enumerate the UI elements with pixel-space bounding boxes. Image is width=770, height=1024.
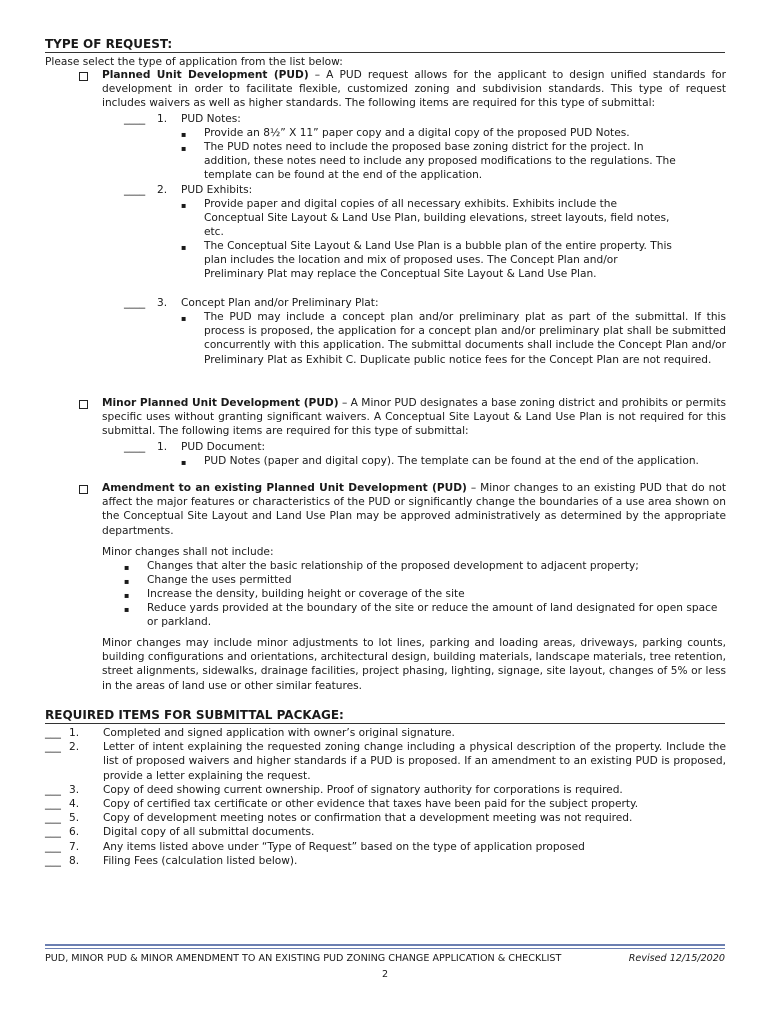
pud-item-2-num: 2.: [157, 184, 168, 196]
pud-item-1-bullet-1: Provide an 8½” X 11” paper copy and a digital copy of the proposed PUD Notes.: [204, 127, 630, 139]
pud-item-2-bullet-2: The Conceptual Site Layout & Land Use Plan is a bubble plan of the entire property. This plan includes the location and mix of proposed uses. The Concept Plan and/or Preliminary Plat may replace the Conceptual Site Layout & Land Use Plan.: [204, 240, 672, 281]
square-bullet-icon: ▪: [181, 201, 187, 210]
submittal-item: [45, 797, 726, 811]
minor-pud-desc: – A Minor PUD designates a base zoning district and prohibits or permits specific uses without granting significant waivers. A Conceptual Site Layout & Land Use Plan is not required for this submittal. The following items are required for this type of submittal:: [102, 397, 726, 438]
square-bullet-icon: ▪: [181, 243, 187, 252]
submittal-blank[interactable]: ___: [45, 812, 61, 825]
submittal-blank[interactable]: ___: [45, 741, 61, 754]
pud-item-2-blank[interactable]: ____: [124, 184, 146, 196]
section-title-type-of-request: TYPE OF REQUEST:: [45, 37, 173, 51]
pud-item-2-label: PUD Exhibits:: [181, 184, 253, 196]
minor-item-bullet: PUD Notes (paper and digital copy). The template can be found at the end of the application.: [204, 455, 699, 467]
footer-rule: [45, 944, 725, 946]
minor-pud-option: [102, 396, 726, 439]
pud-option: [102, 68, 726, 111]
submittal-text: Copy of deed showing current ownership. Proof of signatory authority for corporations is required.: [103, 783, 623, 796]
submittal-text: Any items listed above under “Type of Request” based on the type of application proposed: [103, 840, 585, 853]
checkbox-icon[interactable]: [79, 400, 88, 409]
checkbox-icon[interactable]: [79, 485, 88, 494]
submittal-item: [45, 840, 726, 854]
amendment-title: Amendment to an existing Planned Unit Development (PUD): [102, 482, 467, 494]
not-include-item-3: Increase the density, building height or coverage of the site: [147, 588, 465, 600]
pud-item-3-num: 3.: [157, 297, 168, 309]
submittal-item: [45, 854, 726, 868]
submittal-blank[interactable]: ___: [45, 840, 61, 853]
pud-item-1-num: 1.: [157, 113, 168, 125]
submittal-text: Digital copy of all submittal documents.: [103, 826, 315, 839]
square-bullet-icon: ▪: [124, 605, 130, 614]
submittal-blank[interactable]: ___: [45, 727, 61, 739]
not-include-item-4: Reduce yards provided at the boundary of the site or reduce the amount of land designated for open space or parkland.: [147, 602, 718, 629]
pud-item-3-label: Concept Plan and/or Preliminary Plat:: [181, 297, 379, 309]
submittal-text: Copy of certified tax certificate or other evidence that taxes have been paid for the subject property.: [103, 798, 639, 811]
square-bullet-icon: ▪: [124, 577, 130, 586]
square-bullet-icon: ▪: [124, 563, 130, 572]
submittal-num: 5.: [69, 812, 80, 825]
pud-desc: – A PUD request allows for the applicant to design unified standards for development in order to facilitate flexible, customized zoning and subdivision standards. This type of request includes waivers as well as higher standards. The following items are required for this type of submittal:: [102, 69, 727, 110]
submittal-item: [45, 825, 726, 839]
square-bullet-icon: ▪: [181, 130, 187, 139]
pud-item-2-bullet-1: Provide paper and digital copies of all necessary exhibits. Exhibits include the Conceptual Site Layout & Land Use Plan, building elevations, street layouts, field notes, etc.: [204, 198, 670, 239]
page-number: 2: [381, 969, 389, 980]
submittal-text: Filing Fees (calculation listed below).: [103, 854, 298, 867]
submittal-text: Letter of intent explaining the requested zoning change including a physical description of the property. Include the list of proposed waivers and higher standards if a PUD is proposed. If an amendment to an existing PUD is proposed, provide a letter explaining the request.: [103, 741, 726, 782]
submittal-item: [45, 783, 726, 797]
pud-item-3-bullet-1: The PUD may include a concept plan and/or preliminary plat as part of the submittal. If this process is proposed, the application for a concept plan and/or preliminary plat shall be submitted concurrently with this application. The submittal documents shall include the Concept Plan and/or Preliminary Plat as Exhibit C. Duplicate public notice fees for the Concept Plan are not required.: [204, 311, 726, 366]
submittal-item: [45, 726, 726, 740]
footer: [45, 952, 725, 965]
not-include-item-2: Change the uses permitted: [147, 574, 292, 586]
submittal-text: Completed and signed application with owner’s original signature.: [103, 727, 455, 739]
submittal-num: 2.: [69, 741, 80, 754]
submittal-num: 1.: [69, 727, 80, 739]
minor-item-num: 1.: [157, 441, 168, 453]
submittal-item: [45, 740, 726, 783]
minor-item-blank[interactable]: ____: [124, 441, 146, 453]
amendment-option: [102, 481, 726, 538]
submittal-text: Copy of development meeting notes or confirmation that a development meeting was not required.: [103, 812, 633, 825]
amendment-desc: – Minor changes to an existing PUD that do not affect the major features or characteristics of the PUD or significantly change the boundaries of a use area shown on the Conceptual Site Layout and Land Use Plan may be approved administratively as determined by the appropriate departments.: [102, 482, 726, 537]
pud-item-1-label: PUD Notes:: [181, 113, 241, 125]
footer-rule: [45, 948, 725, 949]
pud-item-3-blank[interactable]: ____: [124, 297, 146, 309]
minor-item-label: PUD Document:: [181, 441, 266, 453]
section-title-submittal: REQUIRED ITEMS FOR SUBMITTAL PACKAGE:: [45, 708, 344, 722]
submittal-num: 8.: [69, 854, 80, 867]
submittal-num: 7.: [69, 840, 80, 853]
intro-text: Please select the type of application from the list below:: [45, 56, 343, 68]
square-bullet-icon: ▪: [181, 458, 187, 467]
footer-revised-date: Revised 12/15/2020: [628, 953, 725, 964]
submittal-num: 6.: [69, 826, 80, 839]
may-include-text: Minor changes may include minor adjustments to lot lines, parking and loading areas, driveways, parking counts, building configurations and orientations, architectural design, building materials, landscape materials, tree retention, street alignments, sidewalks, drainage facilities, project phasing, lighting, signage, site layout, changes of 5% or less in the areas of land use or other similar features.: [102, 637, 726, 692]
submittal-blank[interactable]: ___: [45, 783, 61, 796]
footer-title: PUD, MINOR PUD & MINOR AMENDMENT TO AN EXISTING PUD ZONING CHANGE APPLICATION & CHECKLIST: [45, 953, 562, 964]
submittal-list: [45, 726, 726, 868]
checkbox-icon[interactable]: [79, 72, 88, 81]
section-rule: [45, 52, 725, 53]
minor-pud-title: Minor Planned Unit Development (PUD): [102, 397, 339, 409]
submittal-num: 3.: [69, 783, 80, 796]
submittal-blank[interactable]: ___: [45, 826, 61, 839]
pud-item-1-blank[interactable]: ____: [124, 113, 146, 125]
square-bullet-icon: ▪: [124, 591, 130, 600]
square-bullet-icon: ▪: [181, 144, 187, 153]
submittal-blank[interactable]: ___: [45, 798, 61, 811]
submittal-blank[interactable]: ___: [45, 854, 61, 867]
pud-title: Planned Unit Development (PUD): [102, 69, 309, 81]
not-include-item-1: Changes that alter the basic relationship of the proposed development to adjacent property;: [147, 560, 639, 572]
square-bullet-icon: ▪: [181, 314, 187, 323]
section-rule: [45, 723, 725, 724]
not-include-label: Minor changes shall not include:: [102, 546, 274, 558]
pud-item-1-bullet-2: The PUD notes need to include the proposed base zoning district for the project. In addition, these notes need to include any proposed modifications to the regulations. The template can be found at the end of the application.: [204, 141, 676, 182]
submittal-item: [45, 811, 726, 825]
submittal-num: 4.: [69, 798, 80, 811]
